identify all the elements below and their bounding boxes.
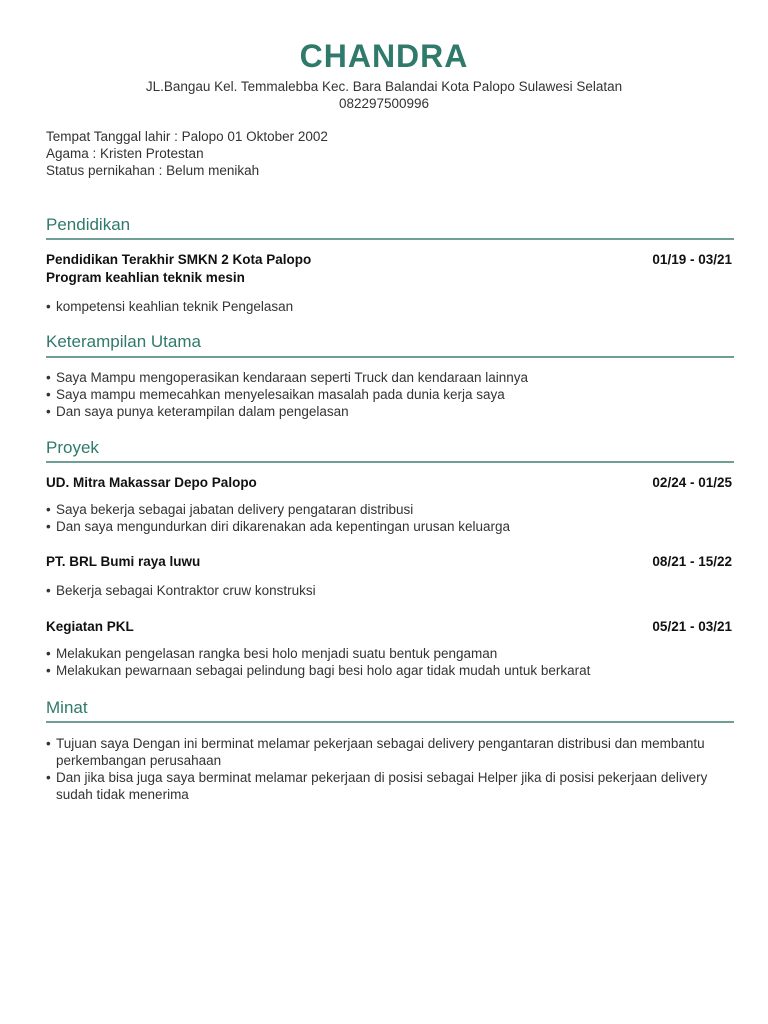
section-title-projects: Proyek — [46, 438, 99, 457]
section-divider — [46, 238, 734, 240]
section-title-education: Pendidikan — [46, 215, 131, 234]
resume-name: CHANDRA — [299, 38, 469, 74]
list-item: • Bekerja sebagai Kontraktor cruw konstruksi — [46, 582, 736, 599]
project-bullets — [46, 582, 736, 599]
education-dates: 01/19 - 03/21 — [652, 252, 732, 267]
project-dates: 08/21 - 15/22 — [652, 554, 732, 569]
list-item: • Saya mampu memecahkan menyelesaikan masalah pada dunia kerja saya — [46, 386, 736, 403]
list-item: • Dan saya mengundurkan diri dikarenakan ada kepentingan urusan keluarga — [46, 518, 736, 535]
list-item: • Melakukan pengelasan rangka besi holo menjadi suatu bentuk pengaman — [46, 645, 736, 662]
list-item: • Saya bekerja sebagai jabatan delivery pengataran distribusi — [46, 501, 736, 518]
interests-bullets — [46, 735, 736, 803]
project-name: UD. Mitra Makassar Depo Palopo — [46, 475, 257, 490]
education-bullets — [46, 298, 736, 315]
birth-info: Tempat Tanggal lahir : Palopo 01 Oktober 2002 — [46, 129, 328, 144]
section-divider — [46, 461, 734, 463]
list-item: • Saya Mampu mengoperasikan kendaraan seperti Truck dan kendaraan lainnya — [46, 369, 736, 386]
phone-number: 082297500996 — [338, 96, 430, 111]
project-name: Kegiatan PKL — [46, 619, 134, 634]
section-title-skills: Keterampilan Utama — [46, 332, 201, 351]
personal-info — [46, 128, 328, 179]
address: JL.Bangau Kel. Temmalebba Kec. Bara Balandai Kota Palopo Sulawesi Selatan — [145, 79, 623, 94]
education-school: Pendidikan Terakhir SMKN 2 Kota Palopo — [46, 252, 312, 267]
list-item: • Melakukan pewarnaan sebagai pelindung bagi besi holo agar tidak mudah untuk berkarat — [46, 662, 736, 679]
list-item: • Dan saya punya keterampilan dalam pengelasan — [46, 403, 736, 420]
section-title-interests: Minat — [46, 698, 88, 717]
project-dates: 02/24 - 01/25 — [652, 475, 732, 490]
project-dates: 05/21 - 03/21 — [652, 619, 732, 634]
marital-status: Status pernikahan : Belum menikah — [46, 163, 260, 178]
section-divider — [46, 356, 734, 358]
project-bullets — [46, 645, 736, 679]
list-item: • kompetensi keahlian teknik Pengelasan — [46, 298, 736, 315]
list-item: • Dan jika bisa juga saya berminat melamar pekerjaan di posisi sebagai Helper jika di posisi pekerjaan delivery sudah tidak menerima — [46, 769, 736, 803]
skills-bullets — [46, 369, 736, 420]
section-divider — [46, 721, 734, 723]
list-item: • Tujuan saya Dengan ini berminat melamar pekerjaan sebagai delivery pengantaran distribusi dan membantu perkembangan perusahaan — [46, 735, 736, 769]
project-name: PT. BRL Bumi raya luwu — [46, 554, 201, 569]
religion-info: Agama : Kristen Protestan — [46, 146, 204, 161]
education-program: Program keahlian teknik mesin — [46, 270, 245, 285]
project-bullets — [46, 501, 736, 535]
